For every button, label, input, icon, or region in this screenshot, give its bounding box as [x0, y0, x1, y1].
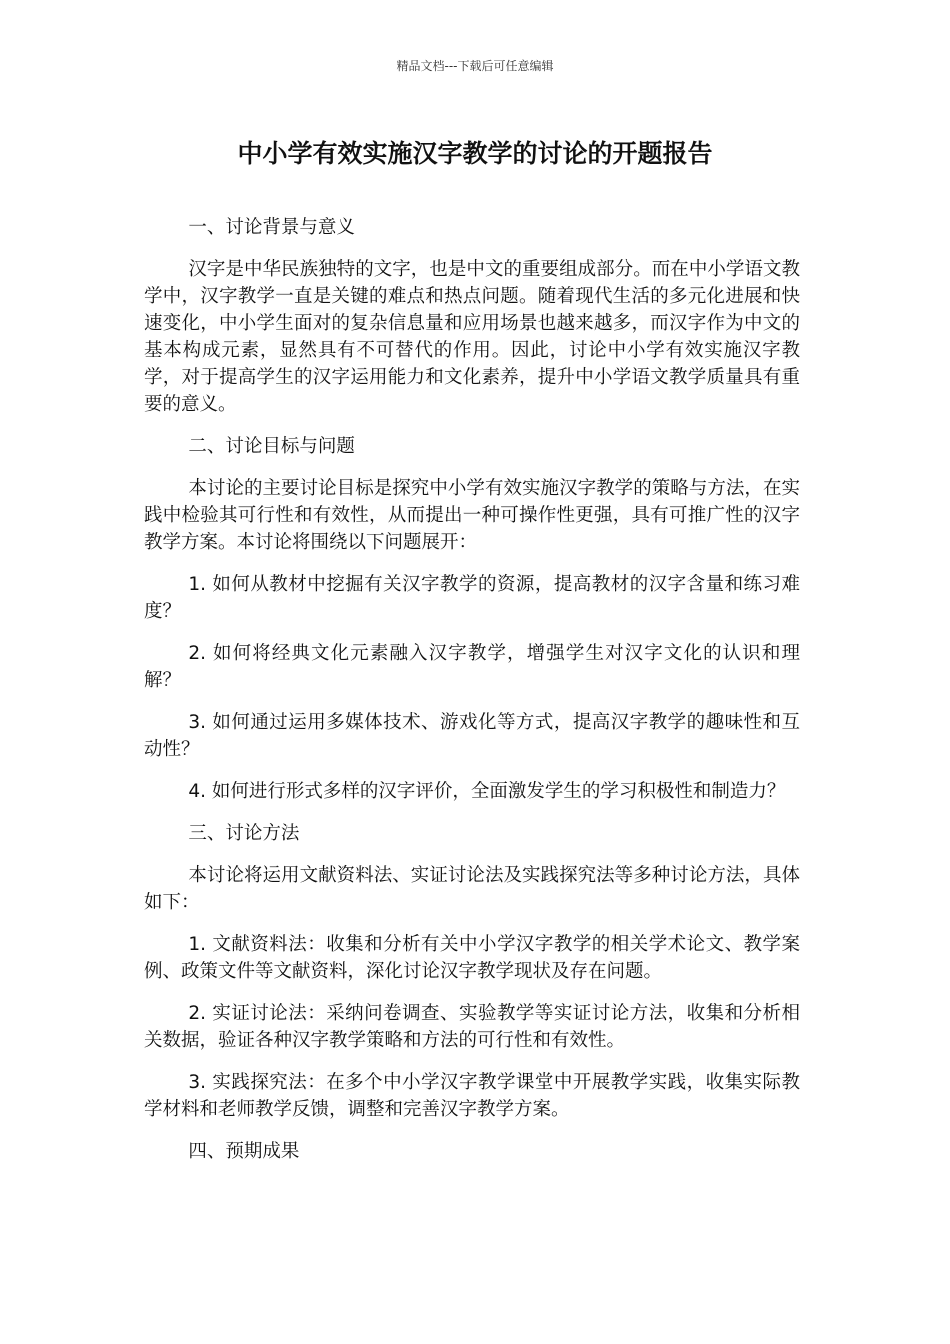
section-heading-goals: 二、讨论目标与问题 [188, 436, 355, 457]
method-item-1: 1. 文献资料法：收集和分析有关中小学汉字教学的相关学术论文、教学案例、政策文件等文献资料，深化讨论汉字教学现状及存在问题。 [144, 934, 800, 982]
section-heading-background: 一、讨论背景与意义 [188, 217, 355, 238]
question-item-2: 2. 如何将经典文化元素融入汉字教学，增强学生对汉字文化的认识和理解？ [144, 643, 800, 691]
paragraph-goals: 本讨论的主要讨论目标是探究中小学有效实施汉字教学的策略与方法，在实践中检验其可行性和有效性，从而提出一种可操作性更强，具有可推广性的汉字教学方案。本讨论将围绕以下问题展开： [144, 478, 800, 553]
document-body [144, 214, 800, 1180]
paragraph-background: 汉字是中华民族独特的文字，也是中文的重要组成部分。而在中小学语文教学中，汉字教学一直是关键的难点和热点问题。随着现代生活的多元化进展和快速变化，中小学生面对的复杂信息量和应用场景也越来越多，而汉字作为中文的基本构成元素，显然具有不可替代的作用。因此，讨论中小学有效实施汉字教学，对于提高学生的汉字运用能力和文化素养，提升中小学语文教学质量具有重要的意义。 [144, 259, 800, 415]
question-item-4: 4. 如何进行形式多样的汉字评价，全面激发学生的学习积极性和制造力？ [188, 781, 786, 802]
method-item-3: 3. 实践探究法：在多个中小学汉字教学课堂中开展教学实践，收集实际教学材料和老师教学反馈，调整和完善汉字教学方案。 [144, 1072, 800, 1120]
paragraph-methods: 本讨论将运用文献资料法、实证讨论法及实践探究法等多种讨论方法，具体如下： [144, 865, 800, 913]
section-heading-outcomes: 四、预期成果 [188, 1141, 300, 1162]
section-heading-methods: 三、讨论方法 [188, 823, 300, 844]
document-title: 中小学有效实施汉字教学的讨论的开题报告 [237, 139, 713, 168]
method-item-2: 2. 实证讨论法：采纳问卷调查、实验教学等实证讨论方法，收集和分析相关数据，验证各种汉字教学策略和方法的可行性和有效性。 [144, 1003, 800, 1051]
question-item-1: 1. 如何从教材中挖掘有关汉字教学的资源，提高教材的汉字含量和练习难度？ [144, 574, 800, 622]
question-item-3: 3. 如何通过运用多媒体技术、游戏化等方式，提高汉字教学的趣味性和互动性？ [144, 712, 800, 760]
header-note: 精品文档---下载后可任意编辑 [396, 59, 554, 73]
